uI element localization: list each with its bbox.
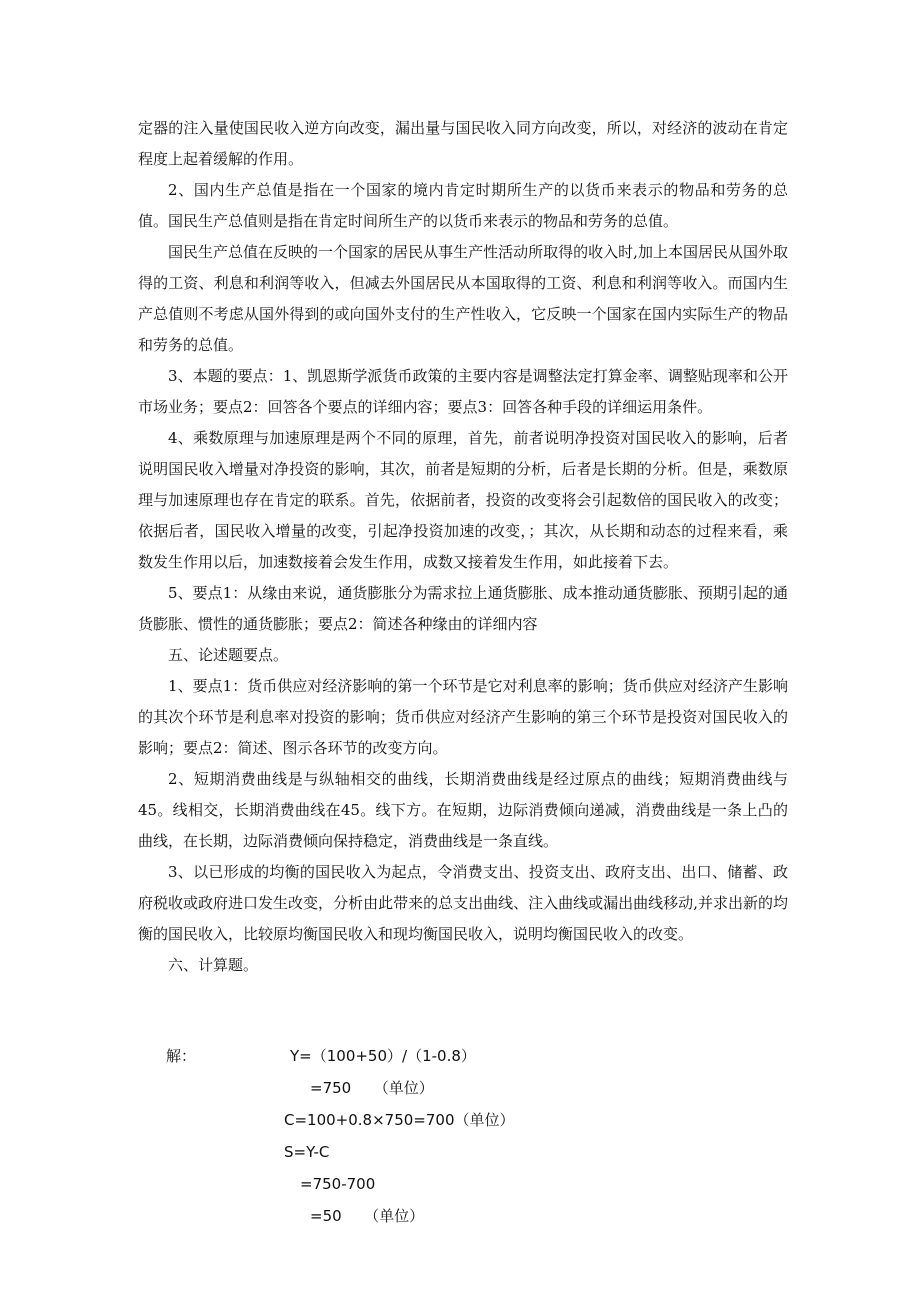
paragraph: 3、本题的要点：1、凯恩斯学派货币政策的主要内容是调整法定打算金率、调整贴现率和公开市场业务；要点2：回答各个要点的详细内容；要点3：回答各种手段的详细运用条件。 <box>138 367 788 416</box>
solution-label: 解： <box>166 1047 197 1065</box>
equation-line: =50 （单位） <box>310 1207 425 1225</box>
paragraph: 2、短期消费曲线是与纵轴相交的曲线，长期消费曲线是经过原点的曲线；短期消费曲线与45。线相交，长期消费曲线在45。线下方。在短期，边际消费倾向递减，消费曲线是一条上凸的曲线，在长期，边际消费倾向保持稳定，消费曲线是一条直线。 <box>138 770 788 850</box>
paragraph: 国民生产总值在反映的一个国家的居民从事生产性活动所取得的收入时,加上本国居民从国外取得的工资、利息和利润等收入，但减去外国居民从本国取得的工资、利息和利润等收入。而国内生产总值则不考虑从国外得到的或向国外支付的生产性收入，它反映一个国家在国内实际生产的物品和劳务的总值。 <box>138 243 788 354</box>
calculation-block <box>138 1041 788 1241</box>
equation-line: Y=（100+50）/（1-0.8） <box>290 1047 476 1065</box>
document-body <box>138 113 788 1225</box>
equation-line: =750 （单位） <box>310 1079 434 1097</box>
paragraph: 1、要点1：货币供应对经济影响的第一个环节是它对利息率的影响；货币供应对经济产生影响的其次个环节是利息率对投资的影响；货币供应对经济产生影响的第三个环节是投资对国民收入的影响；要点2：简述、图示各环节的改变方向。 <box>138 677 788 757</box>
equation-line: S=Y-C <box>284 1143 330 1161</box>
equation-line: C=100+0.8×750=700（单位） <box>284 1111 515 1129</box>
equation-line: =750-700 <box>300 1175 376 1193</box>
paragraph: 2、国内生产总值是指在一个国家的境内肯定时期所生产的以货币来表示的物品和劳务的总值。国民生产总值则是指在肯定时间所生产的以货币来表示的物品和劳务的总值。 <box>138 181 788 230</box>
paragraph: 定器的注入量使国民收入逆方向改变，漏出量与国民收入同方向改变，所以，对经济的波动在肯定程度上起着缓解的作用。 <box>138 119 788 168</box>
section-heading: 六、计算题。 <box>168 956 259 974</box>
paragraph: 5、要点1：从缘由来说，通货膨胀分为需求拉上通货膨胀、成本推动通货膨胀、预期引起的通货膨胀、惯性的通货膨胀；要点2：简述各种缘由的详细内容 <box>138 584 788 633</box>
paragraph: 3、以已形成的均衡的国民收入为起点，令消费支出、投资支出、政府支出、出口、储蓄、政府税收或政府进口发生改变，分析由此带来的总支出曲线、注入曲线或漏出曲线移动,并求出新的均衡的国民收入，比较原均衡国民收入和现均衡国民收入，说明均衡国民收入的改变。 <box>138 863 788 943</box>
paragraph: 4、乘数原理与加速原理是两个不同的原理，首先，前者说明净投资对国民收入的影响，后者说明国民收入增量对净投资的影响，其次，前者是短期的分析，后者是长期的分析。但是，乘数原理与加速原理也存在肯定的联系。首先，依据前者，投资的改变将会引起数倍的国民收入的改变；依据后者，国民收入增量的改变，引起净投资加速的改变，；其次，从长期和动态的过程来看，乘数发生作用以后，加速数接着会发生作用，成数又接着发生作用，如此接着下去。 <box>138 429 788 571</box>
section-heading: 五、论述题要点。 <box>168 646 289 664</box>
